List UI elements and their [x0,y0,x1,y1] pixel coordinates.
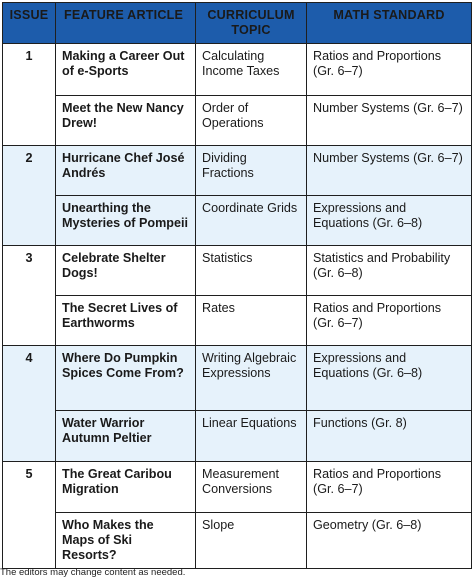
header-row [3,3,472,44]
curriculum-topic: Statistics [196,246,307,296]
table-row [3,296,472,346]
issue-number-5: 5 [3,462,56,569]
table-row [3,246,472,296]
curriculum-topic: Order of Operations [196,96,307,146]
curriculum-table [2,2,472,569]
curriculum-topic: Rates [196,296,307,346]
math-standard: Number Systems (Gr. 6–7) [307,96,472,146]
curriculum-topic: Linear Equations [196,411,307,462]
table-row [3,196,472,246]
table-row [3,513,472,569]
issue-number-1: 1 [3,44,56,146]
table-row [3,411,472,462]
header-feature-article: FEATURE ARTICLE [56,3,196,44]
feature-article: Meet the New Nancy Drew! [56,96,196,146]
math-standard: Ratios and Proportions (Gr. 6–7) [307,44,472,96]
issue-number-4: 4 [3,346,56,462]
math-standard: Ratios and Proportions (Gr. 6–7) [307,296,472,346]
math-standard: Functions (Gr. 8) [307,411,472,462]
curriculum-topic: Measurement Conversions [196,462,307,513]
header-issue: ISSUE [3,3,56,44]
math-standard: Expressions and Equations (Gr. 6–8) [307,196,472,246]
feature-article: Hurricane Chef José Andrés [56,146,196,196]
curriculum-topic: Slope [196,513,307,569]
curriculum-topic: Writing Algebraic Expressions [196,346,307,411]
math-standard: Expressions and Equations (Gr. 6–8) [307,346,472,411]
table-row [3,462,472,513]
math-standard: Ratios and Proportions (Gr. 6–7) [307,462,472,513]
feature-article: Water Warrior Autumn Peltier [56,411,196,462]
curriculum-topic: Calculating Income Taxes [196,44,307,96]
table-row [3,96,472,146]
table-row [3,146,472,196]
curriculum-topic: Coordinate Grids [196,196,307,246]
math-standard: Number Systems (Gr. 6–7) [307,146,472,196]
feature-article: Where Do Pumpkin Spices Come From? [56,346,196,411]
table-row [3,346,472,411]
feature-article: Celebrate Shelter Dogs! [56,246,196,296]
feature-article: The Great Caribou Migration [56,462,196,513]
math-standard: Statistics and Probability (Gr. 6–8) [307,246,472,296]
feature-article: Who Makes the Maps of Ski Resorts? [56,513,196,569]
table-row [3,44,472,96]
curriculum-topic: Dividing Fractions [196,146,307,196]
header-math-standard: MATH STANDARD [307,3,472,44]
footnote: The editors may change content as needed. [0,567,186,578]
feature-article: Making a Career Out of e-Sports [56,44,196,96]
feature-article: Unearthing the Mysteries of Pompeii [56,196,196,246]
issue-number-3: 3 [3,246,56,346]
math-standard: Geometry (Gr. 6–8) [307,513,472,569]
header-curriculum-topic: CURRICULUM TOPIC [196,3,307,44]
issue-number-2: 2 [3,146,56,246]
feature-article: The Secret Lives of Earthworms [56,296,196,346]
